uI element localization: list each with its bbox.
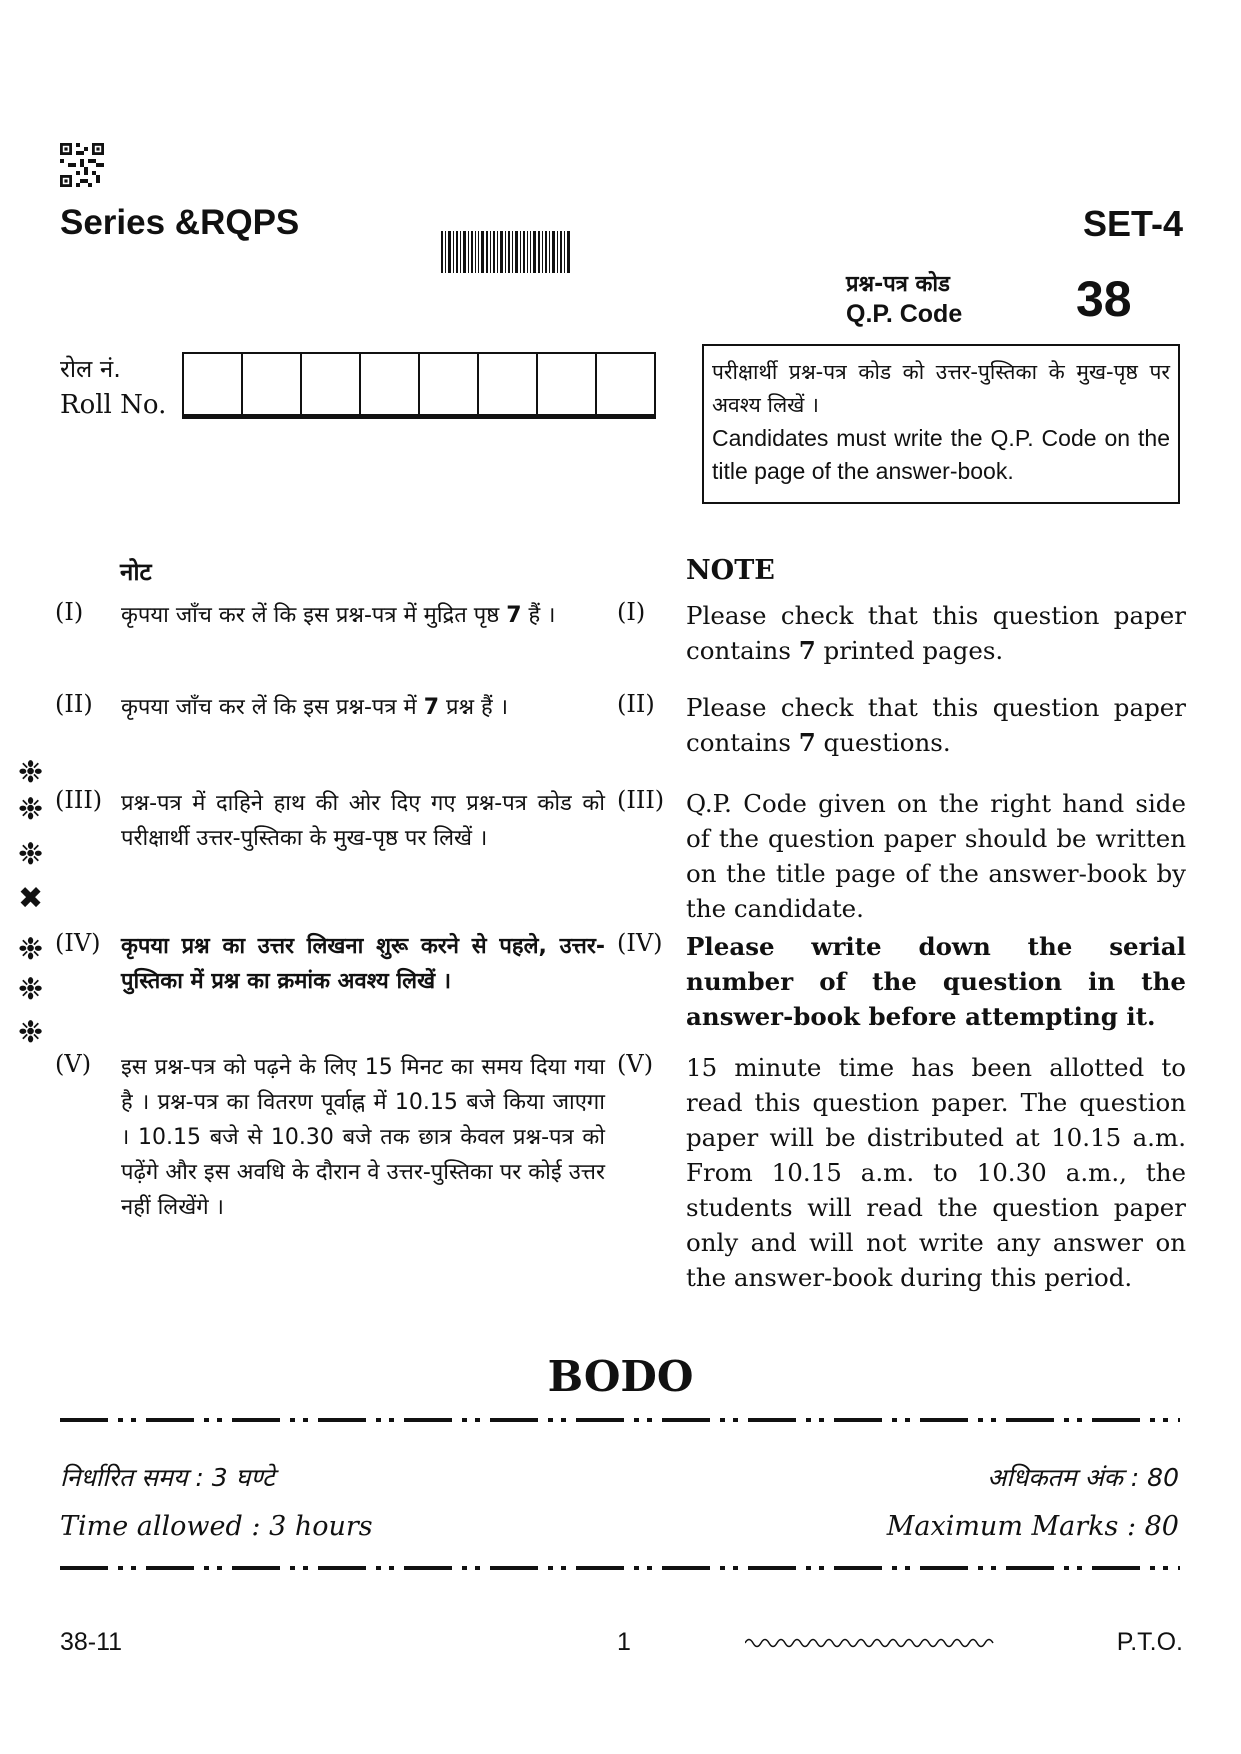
note-number: (III)	[55, 786, 103, 814]
note-item-hindi: प्रश्न-पत्र में दाहिने हाथ की ओर दिए गए प्रश्न-पत्र कोड को परीक्षार्थी उत्तर-पुस्तिका के मुख-पृष्ठ पर लिखें ।	[121, 791, 605, 851]
note-item: 15 minute time has been allotted to read this question paper. The question paper will be distributed at 10.15 a.m. From 10.15 a.m. to 10.30 a.m., the students will read the question paper only and will not write any answer on the answer-book during this period.	[686, 1053, 1186, 1292]
note-item-hindi: कृपया जाँच कर लें कि इस प्रश्न-पत्र में 7 प्रश्न हैं ।	[121, 695, 509, 720]
note-item: Q.P. Code given on the right hand side of the question paper should be written on the title page of the answer-book by the candidate.	[686, 789, 1186, 923]
time-allowed: Time allowed : 3 hours	[60, 1511, 373, 1542]
note-item: Please write down the serial number of the question in the answer-book before attempting it.	[686, 932, 1186, 1031]
asterisk-ornament-icon: ❉	[18, 755, 44, 790]
time-allowed-hindi: निर्धारित समय : 3 घण्टे	[60, 1463, 275, 1492]
subject-title: BODO	[547, 1352, 694, 1401]
roll-number-label: Roll No.	[60, 390, 167, 420]
note-item: Please check that this question paper contains 7 questions.	[686, 693, 1186, 757]
note-item-hindi: कृपया प्रश्न का उत्तर लिखना शुरू करने से पहले, उत्तर-पुस्तिका में प्रश्न का क्रमांक अवश्य लिखें ।	[121, 934, 605, 994]
asterisk-ornament-icon: ❉	[18, 1015, 44, 1050]
set-label: SET-4	[1082, 203, 1183, 244]
candidate-instruction: Candidates must write the Q.P. Code on the title page of the answer-book.	[712, 425, 1170, 484]
roll-number-label-hindi: रोल नं.	[60, 355, 121, 383]
note-item-hindi: इस प्रश्न-पत्र को पढ़ने के लिए 15 मिनट का समय दिया गया है । प्रश्न-पत्र का वितरण पूर्वाह्न में 10.15 बजे किया जाएगा । 10.15 बजे से 10.30 बजे तक छात्र केवल प्रश्न-पत्र को पढ़ेंगे और इस अवधि के दौरान वे उत्तर-पुस्तिका पर कोई उत्तर नहीं लिखेंगे ।	[121, 1055, 605, 1220]
series-label: Series &RQPS	[60, 203, 300, 242]
asterisk-ornament-icon: ❉	[18, 837, 44, 872]
barcode-icon	[441, 231, 571, 273]
roll-digit-box[interactable]	[359, 352, 418, 416]
note-number: (I)	[55, 598, 84, 626]
asterisk-ornament-icon: ❉	[18, 972, 44, 1007]
note-item-hindi: कृपया जाँच कर लें कि इस प्रश्न-पत्र में मुद्रित पृष्ठ 7 हैं ।	[121, 603, 556, 628]
roll-digit-box[interactable]	[418, 352, 477, 416]
please-turn-over: P.T.O.	[1116, 1628, 1183, 1656]
qr-code-icon	[60, 143, 104, 187]
wave-line-icon	[745, 1634, 995, 1652]
note-number: (IV)	[617, 929, 663, 957]
note-number: (V)	[617, 1050, 654, 1078]
note-item: Please check that this question paper contains 7 printed pages.	[686, 601, 1186, 665]
maximum-marks: Maximum Marks : 80	[886, 1511, 1179, 1542]
note-number: (IV)	[55, 929, 101, 957]
candidate-instruction-box	[702, 344, 1180, 504]
roll-digit-box[interactable]	[182, 352, 241, 416]
cross-ornament-icon: ✖	[18, 881, 44, 916]
note-number: (V)	[55, 1050, 92, 1078]
asterisk-ornament-icon: ❉	[18, 932, 44, 967]
dash-divider	[60, 1418, 1180, 1422]
roll-digit-box[interactable]	[536, 352, 595, 416]
qp-code-number: 38	[1076, 271, 1132, 327]
note-number: (II)	[55, 690, 93, 718]
roll-number-boxes[interactable]	[182, 352, 656, 419]
roll-digit-box[interactable]	[477, 352, 536, 416]
page-number: 1	[617, 1628, 631, 1656]
note-heading: NOTE	[686, 555, 775, 586]
dash-divider	[60, 1566, 1180, 1570]
roll-digit-box[interactable]	[300, 352, 359, 416]
note-heading-hindi: नोट	[120, 558, 152, 586]
roll-digit-box[interactable]	[595, 352, 656, 416]
qp-code-label-hindi: प्रश्न-पत्र कोड	[846, 272, 950, 297]
note-number: (II)	[617, 690, 655, 718]
paper-code: 38-11	[60, 1628, 123, 1656]
maximum-marks-hindi: अधिकतम अंक : 80	[987, 1463, 1179, 1492]
candidate-instruction-hindi: परीक्षार्थी प्रश्न-पत्र कोड को उत्तर-पुस्तिका के मुख-पृष्ठ पर अवश्य लिखें ।	[712, 360, 1170, 417]
note-number: (I)	[617, 598, 646, 626]
roll-digit-box[interactable]	[241, 352, 300, 416]
note-number: (III)	[617, 786, 665, 814]
qp-code-label: Q.P. Code	[846, 300, 963, 328]
asterisk-ornament-icon: ❉	[18, 792, 44, 827]
